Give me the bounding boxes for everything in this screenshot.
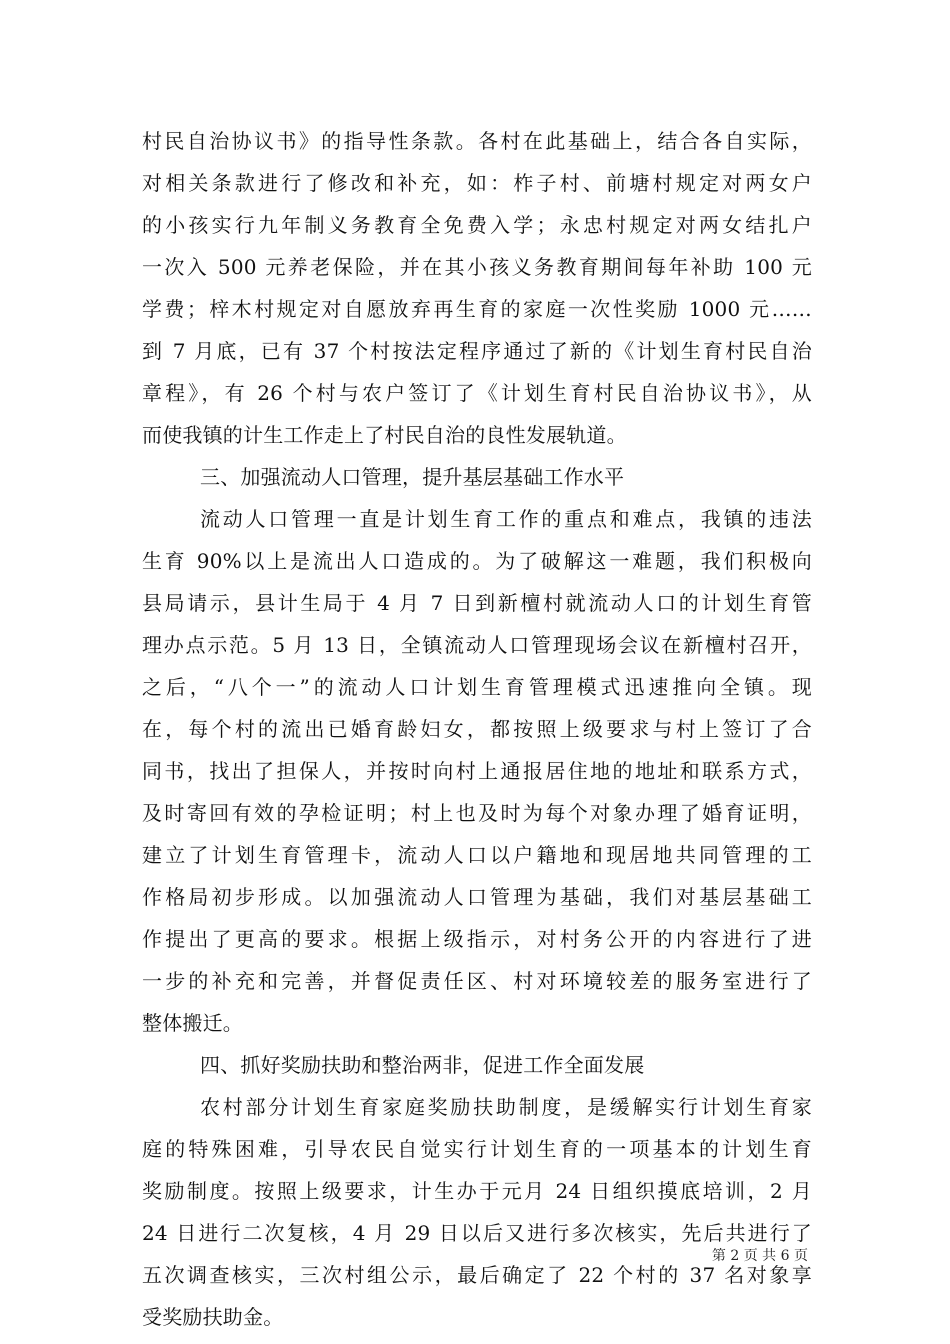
- text-line: 庭的特殊困难，引导农民自觉实行计划生育的一项基本的计划生育: [142, 1137, 812, 1161]
- text-line: 对相关条款进行了修改和补充，如：柞子村、前塘村规定对两女户: [142, 171, 812, 195]
- text-line: 一次入 500 元养老保险，并在其小孩义务教育期间每年补助 100 元: [142, 255, 812, 279]
- text-line: 流动人口管理一直是计划生育工作的重点和难点，我镇的违法: [200, 507, 812, 531]
- text-line: 村民自治协议书》的指导性条款。各村在此基础上，结合各自实际，: [142, 129, 812, 153]
- text-line: 受奖励扶助金。: [142, 1305, 284, 1329]
- text-line: 作格局初步形成。以加强流动人口管理为基础，我们对基层基础工: [142, 885, 812, 909]
- text-line: 五次调查核实，三次村组公示，最后确定了 22 个村的 37 名对象享: [142, 1263, 812, 1287]
- section-heading: 四、抓好奖励扶助和整治两非，促进工作全面发展: [200, 1053, 645, 1077]
- text-line: 农村部分计划生育家庭奖励扶助制度，是缓解实行计划生育家: [200, 1095, 812, 1119]
- text-line: 同书，找出了担保人，并按时向村上通报居住地的地址和联系方式，: [142, 759, 812, 783]
- text-line: 24 日进行二次复核，4 月 29 日以后又进行多次核实，先后共进行了: [142, 1221, 812, 1245]
- text-line: 奖励制度。按照上级要求，计生办于元月 24 日组织摸底培训，2 月: [142, 1179, 812, 1203]
- text-line: 到 7 月底，已有 37 个村按法定程序通过了新的《计划生育村民自治: [142, 339, 812, 363]
- text-line: 建立了计划生育管理卡，流动人口以户籍地和现居地共同管理的工: [142, 843, 812, 867]
- document-body: [142, 120, 812, 1338]
- text-line: 作提出了更高的要求。根据上级指示，对村务公开的内容进行了进: [142, 927, 812, 951]
- text-line: 章程》，有 26 个村与农户签订了《计划生育村民自治协议书》，从: [142, 381, 812, 405]
- text-line: 之后，“八个一”的流动人口计划生育管理模式迅速推向全镇。现: [142, 675, 812, 699]
- text-line: 生育 90%以上是流出人口造成的。为了破解这一难题，我们积极向: [142, 549, 812, 573]
- text-line: 一步的补充和完善，并督促责任区、村对环境较差的服务室进行了: [142, 969, 812, 993]
- text-line: 而使我镇的计生工作走上了村民自治的良性发展轨道。: [142, 423, 627, 447]
- text-line: 县局请示，县计生局于 4 月 7 日到新檀村就流动人口的计划生育管: [142, 591, 812, 615]
- text-line: 学费；梓木村规定对自愿放弃再生育的家庭一次性奖励 1000 元……: [142, 297, 812, 321]
- text-line: 的小孩实行九年制义务教育全免费入学；永忠村规定对两女结扎户: [142, 213, 812, 237]
- section-heading: 三、加强流动人口管理，提升基层基础工作水平: [200, 465, 625, 489]
- page-number: 第 2 页 共 6 页: [711, 1248, 808, 1264]
- text-line: 及时寄回有效的孕检证明；村上也及时为每个对象办理了婚育证明，: [142, 801, 812, 825]
- text-line: 整体搬迁。: [142, 1011, 243, 1035]
- text-line: 在，每个村的流出已婚育龄妇女，都按照上级要求与村上签订了合: [142, 717, 812, 741]
- text-line: 理办点示范。5 月 13 日，全镇流动人口管理现场会议在新檀村召开，: [142, 633, 812, 657]
